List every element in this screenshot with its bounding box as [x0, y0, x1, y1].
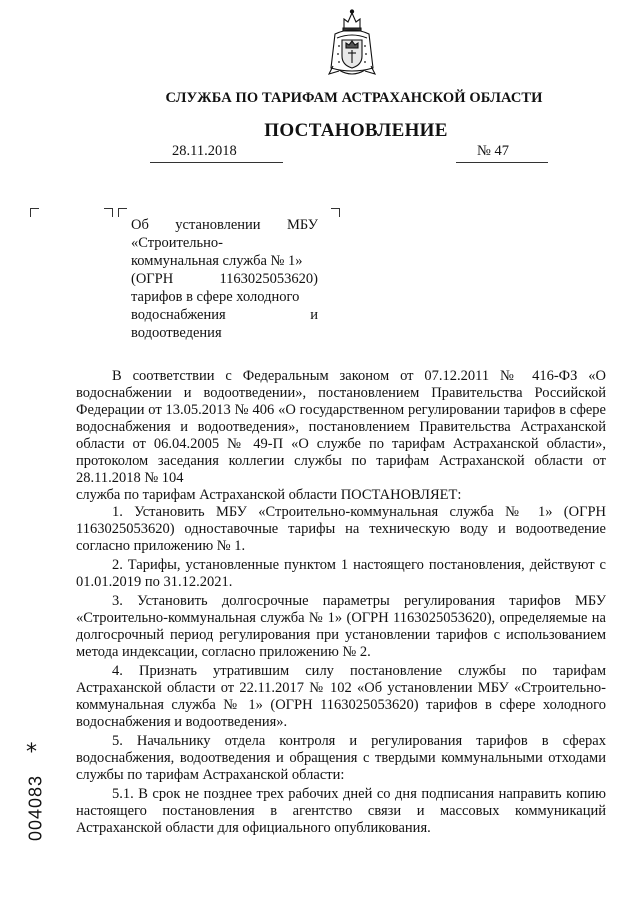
- item-paragraph: 2. Тарифы, установленные пунктом 1 настоящего постановления, действуют с 01.01.2019 по 31.12.2021.: [76, 557, 606, 590]
- item-paragraph: 1. Установить МБУ «Строительно-коммунальная служба № 1» (ОГРН 1163025053620) одноставочные тарифы на техническую воду и водоотведение согласно приложению № 1.: [76, 504, 606, 554]
- subject-line: «Строительно-: [131, 235, 223, 251]
- document-type-title: ПОСТАНОВЛЕНИЕ: [264, 120, 448, 141]
- document-date: 28.11.2018: [172, 143, 237, 159]
- corner-mark: [118, 208, 127, 217]
- corner-mark: [104, 208, 113, 217]
- item-paragraph: 5.1. В срок не позднее трех рабочих дней со дня подписания направить копию настоящего постановления в агентство связи и массовых коммуникаций Астраханской области для официального опубликования.: [76, 786, 606, 836]
- agency-name: СЛУЖБА ПО ТАРИФАМ АСТРАХАНСКОЙ ОБЛАСТИ: [165, 90, 543, 106]
- document-body: [76, 368, 606, 837]
- document-number: № 47: [477, 143, 509, 159]
- subject-line: коммунальная служба № 1»: [131, 253, 303, 269]
- item-paragraph: 4. Признать утратившим силу постановление службы по тарифам Астраханской области от 22.11.2017 № 102 «Об установлении МБУ «Строительно-коммунальная служба № 1» (ОГРН 1163025053620) тарифов в сфере холодного водоснабжения и водоотведения».: [76, 663, 606, 730]
- coat-of-arms-icon: [327, 8, 377, 80]
- subject-line: Об установлении МБУ: [131, 217, 318, 233]
- corner-mark: [331, 208, 340, 217]
- item-paragraph: 5. Начальнику отдела контроля и регулирования тарифов в сферах водоснабжения, водоотведения и обращения с твердыми коммунальными отходами службы по тарифам Астраханской области:: [76, 733, 606, 783]
- resolves-line: служба по тарифам Астраханской области ПОСТАНОВЛЯЕТ:: [76, 487, 462, 503]
- item-paragraph: 3. Установить долгосрочные параметры регулирования тарифов МБУ «Строительно-коммунальная служба № 1» (ОГРН 1163025053620), определяемые на долгосрочный период регулирования при установлении тарифов с использованием метода индексации, согласно приложению № 2.: [76, 593, 606, 660]
- date-underline: [150, 162, 283, 163]
- preamble-paragraph: В соответствии с Федеральным законом от 07.12.2011 № 416-ФЗ «О водоснабжении и водоотведении», постановлением Правительства Российской Федерации от 13.05.2013 № 406 «О государственном регулировании тарифов в сфере водоснабжения и водоотведения», постановлением Правительства Астраханской области от 06.04.2005 № 49-П «О службе по тарифам Астраханской области», протоколом заседания коллегии службы по тарифам Астраханской области от 28.11.2018 № 104: [76, 368, 606, 486]
- subject-line: (ОГРН 1163025053620): [131, 271, 318, 287]
- subject-line: водоотведения: [131, 325, 222, 341]
- side-stamp-mark: *: [26, 740, 37, 765]
- subject-line: тарифов в сфере холодного: [131, 289, 300, 305]
- side-stamp-number: 004083: [25, 774, 46, 842]
- subject-line: водоснабжения и: [131, 307, 318, 323]
- corner-mark: [30, 208, 39, 217]
- document-subject: [131, 216, 318, 342]
- number-underline: [456, 162, 548, 163]
